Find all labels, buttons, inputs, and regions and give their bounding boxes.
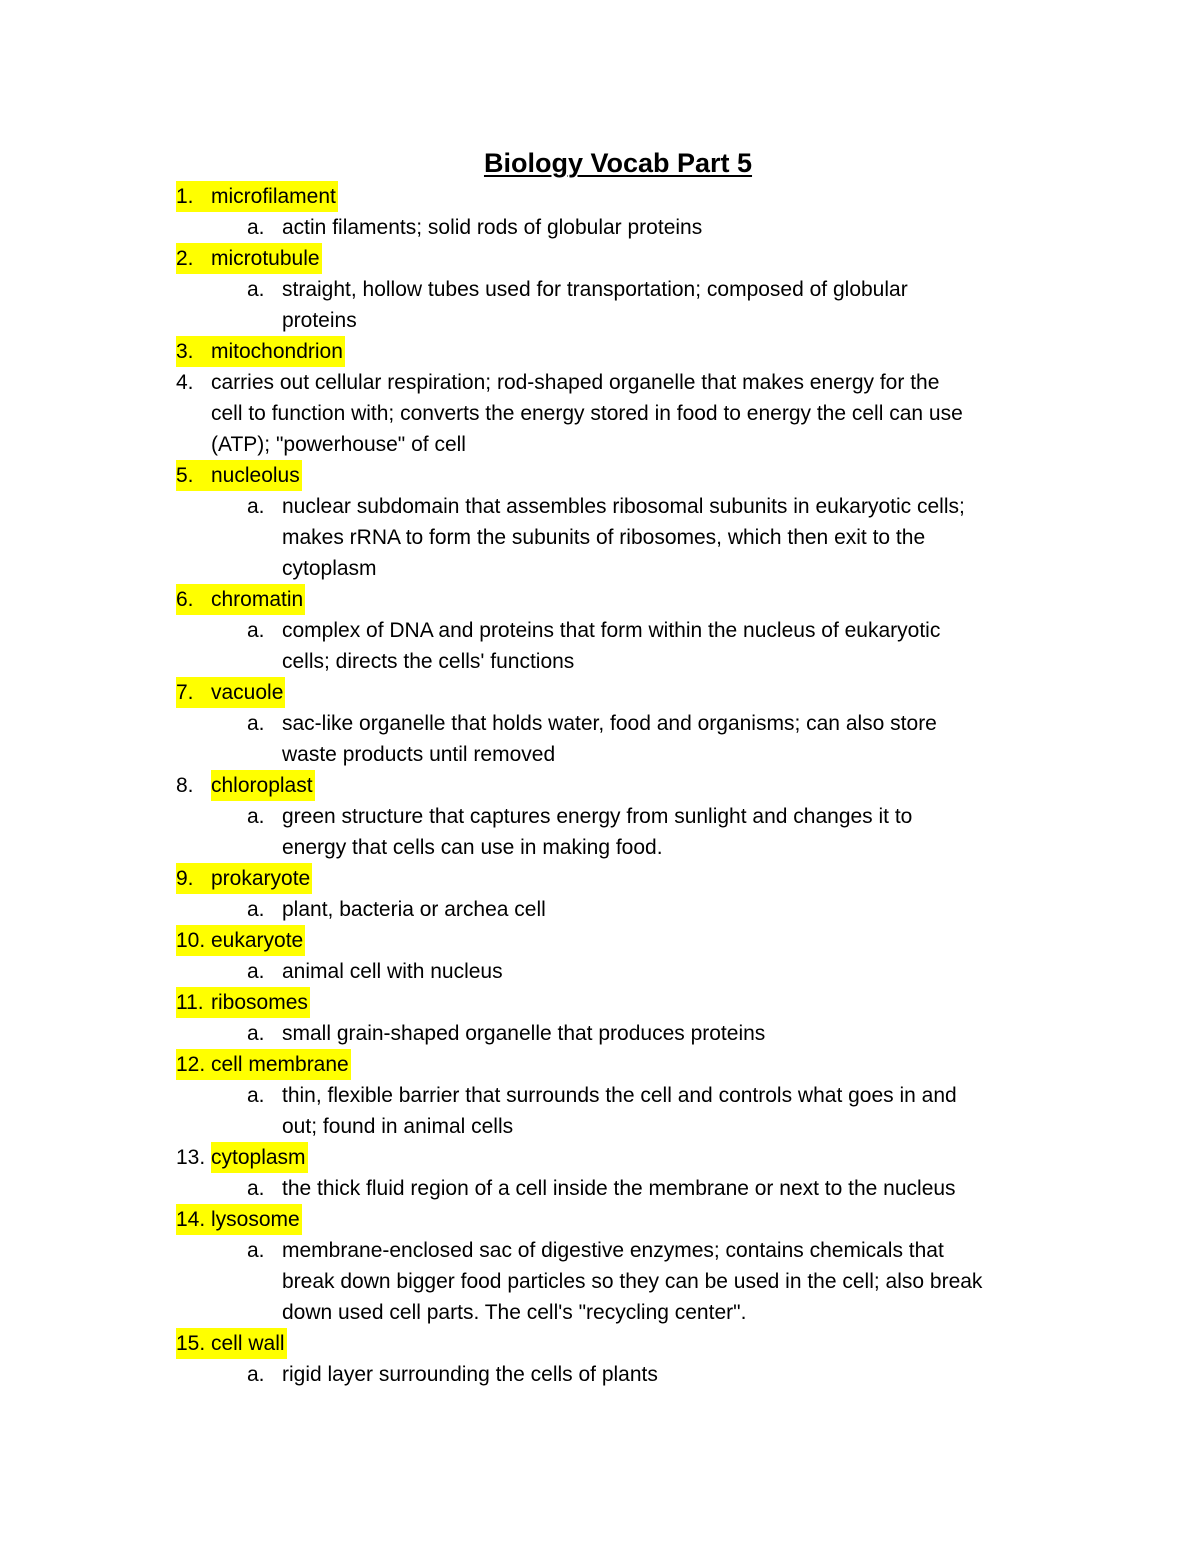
term-number: 2. [176,247,194,270]
definition-text: out; found in animal cells [282,1115,514,1138]
definition-text: makes rRNA to form the subunits of ribosomes, which then exit to the [282,526,926,549]
term-number: 14. [176,1208,206,1231]
term-text: cell wall [211,1332,285,1355]
term-number: 13. [176,1146,206,1169]
vocab-term-line [0,243,1200,274]
term-number: 10. [176,929,206,952]
term-number: 6. [176,588,194,611]
definition-text: rigid layer surrounding the cells of plants [282,1363,658,1386]
definition-text: proteins [282,309,357,332]
term-text: vacuole [211,681,284,704]
definition-letter: a. [247,1022,265,1045]
highlighted-term [176,336,345,367]
definition-text: break down bigger food particles so they can be used in the cell; also break [282,1270,983,1293]
definition-text: cells; directs the cells' functions [282,650,575,673]
definition-continuation-line [0,1297,1200,1328]
definition-letter: a. [247,1239,265,1262]
vocab-term-line [0,1204,1200,1235]
term-text: chloroplast [211,770,315,801]
definition-text: energy that cells can use in making food. [282,836,663,859]
definition-text: (ATP); "powerhouse" of cell [211,433,466,456]
term-number: 7. [176,681,194,704]
definition-continuation-line [0,739,1200,770]
definition-line [0,1173,1200,1204]
term-text: nucleolus [211,464,300,487]
highlighted-term [176,584,305,615]
definition-text: cell to function with; converts the energy stored in food to energy the cell can use [211,402,963,425]
highlighted-term [176,1049,351,1080]
term-text: microfilament [211,185,336,208]
definition-letter: a. [247,1363,265,1386]
definition-letter: a. [247,1177,265,1200]
definition-letter: a. [247,960,265,983]
definition-text: nuclear subdomain that assembles ribosomal subunits in eukaryotic cells; [282,495,965,518]
highlighted-term [176,1328,287,1359]
definition-letter: a. [247,216,265,239]
term-number: 4. [176,371,194,394]
definition-text: waste products until removed [282,743,556,766]
term-text: ribosomes [211,991,308,1014]
document-title: Biology Vocab Part 5 [483,148,753,178]
term-number: 15. [176,1332,206,1355]
definition-line [0,274,1200,305]
definition-continuation-line [0,305,1200,336]
definition-text: membrane-enclosed sac of digestive enzymes; contains chemicals that [282,1239,944,1262]
definition-line [0,615,1200,646]
definition-text: small grain-shaped organelle that produces proteins [282,1022,766,1045]
definition-line [0,1018,1200,1049]
vocab-term-line [0,677,1200,708]
vocab-term-line [0,987,1200,1018]
definition-text: actin filaments; solid rods of globular proteins [282,216,703,239]
term-number: 9. [176,867,194,890]
term-number: 5. [176,464,194,487]
definition-text: complex of DNA and proteins that form within the nucleus of eukaryotic [282,619,941,642]
definition-text: thin, flexible barrier that surrounds the cell and controls what goes in and [282,1084,957,1107]
highlighted-term [176,677,285,708]
definition-line [0,212,1200,243]
definition-line [0,801,1200,832]
term-number: 11. [176,991,204,1014]
term-text: microtubule [211,247,320,270]
definition-continuation-line [0,646,1200,677]
vocab-term-line [0,460,1200,491]
term-text: prokaryote [211,867,311,890]
highlighted-term [176,1204,302,1235]
term-text: cell membrane [211,1053,349,1076]
definition-line [0,1359,1200,1390]
vocab-term-line [0,1328,1200,1359]
definition-text: down used cell parts. The cell's "recycling center". [282,1301,747,1324]
vocab-term-line [0,1049,1200,1080]
definition-line [0,1080,1200,1111]
definition-letter: a. [247,898,265,921]
definition-text: the thick fluid region of a cell inside the membrane or next to the nucleus [282,1177,956,1200]
term-text: lysosome [211,1208,300,1231]
vocab-term-line [0,1142,1200,1173]
highlighted-term [176,863,312,894]
vocab-term-line [0,925,1200,956]
definition-letter: a. [247,278,265,301]
definition-continuation-line [0,398,1200,429]
definition-text: straight, hollow tubes used for transportation; composed of globular [282,278,908,301]
highlighted-term [176,243,322,274]
definition-text: animal cell with nucleus [282,960,503,983]
vocab-term-line [0,770,1200,801]
term-number: 8. [176,774,194,797]
definition-line [0,491,1200,522]
definition-line [0,708,1200,739]
vocab-term-line [0,584,1200,615]
vocab-term-line [0,336,1200,367]
term-number: 12. [176,1053,206,1076]
vocab-term-line [0,863,1200,894]
definition-line [0,956,1200,987]
definition-line [0,894,1200,925]
definition-continuation-line [0,522,1200,553]
definition-line [0,1235,1200,1266]
definition-text: cytoplasm [282,557,377,580]
vocab-term-line [0,367,1200,398]
highlighted-term [176,181,338,212]
term-text: chromatin [211,588,304,611]
definition-continuation-line [0,832,1200,863]
vocab-list [0,181,1200,1390]
definition-continuation-line [0,1266,1200,1297]
definition-text: green structure that captures energy from sunlight and changes it to [282,805,913,828]
definition-letter: a. [247,805,265,828]
definition-letter: a. [247,495,265,518]
term-text: cytoplasm [211,1142,308,1173]
term-text: mitochondrion [211,340,343,363]
definition-continuation-line [0,1111,1200,1142]
vocab-term-line [0,181,1200,212]
term-number: 1. [176,185,194,208]
highlighted-term [176,987,310,1018]
highlighted-term [176,460,302,491]
definition-letter: a. [247,1084,265,1107]
term-text: eukaryote [211,929,304,952]
definition-continuation-line [0,553,1200,584]
definition-text: plant, bacteria or archea cell [282,898,546,921]
highlighted-term [176,925,305,956]
definition-letter: a. [247,712,265,735]
definition-text: sac-like organelle that holds water, food and organisms; can also store [282,712,937,735]
definition-letter: a. [247,619,265,642]
definition-continuation-line [0,429,1200,460]
term-number: 3. [176,340,194,363]
definition-text: carries out cellular respiration; rod-shaped organelle that makes energy for the [211,371,940,394]
